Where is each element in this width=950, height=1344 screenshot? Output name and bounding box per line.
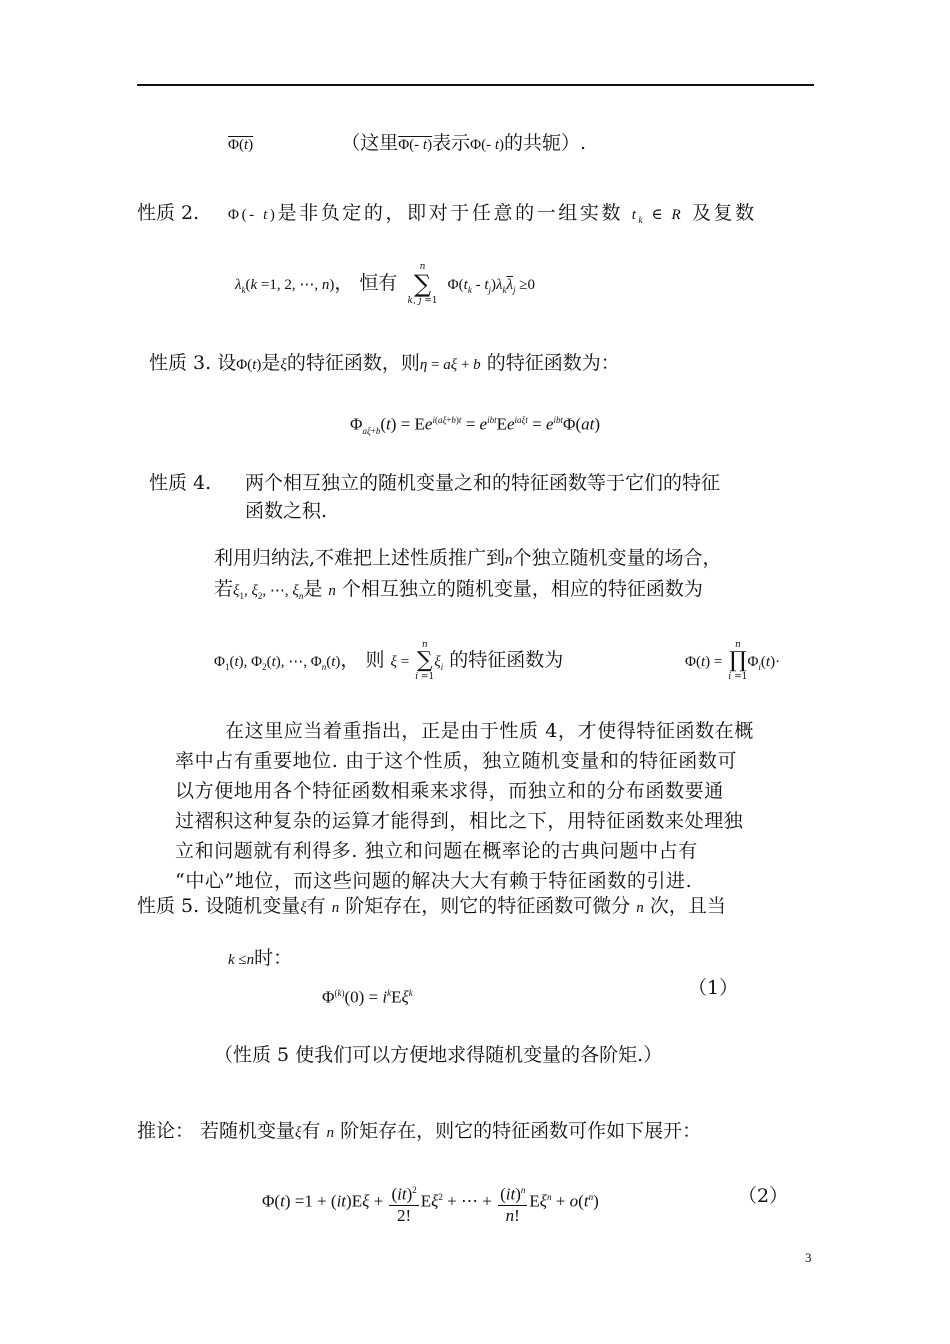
page-number: 3: [805, 1250, 812, 1265]
induction-line2: 若$\xi_1$, $\xi_2$, ⋯, $\xi_n$是 n 个相互独立的随机变量，相应的特征函数为: [214, 578, 703, 601]
prop3-formula: $\Phi_{a\xi+b}(t) = Ee^{i(a\xi+b)t} = e^{ibt}Ee^{ia\xi t} = e^{ibt}\Phi(at)$: [350, 414, 601, 437]
induction-formula-right: Φ(t) = n ∏ $i =1\Phi_i(t)\cdot$: [685, 640, 781, 682]
prop2-formula: $\lambda_k(k =1$, 2, ⋯, n)， 恒有 n ∑ k, j =1 $\Phi(t_k$ ‑ $t_j)\lambda_k\overline{\lambda}_j \ge 0$: [235, 262, 535, 306]
para-line: 过褶积这种复杂的运算才能得到，相比之下，用特征函数来处理独: [175, 810, 744, 832]
induction-line1: 利用归纳法,不难把上述性质推广到n个独立随机变量的场合，: [214, 547, 722, 569]
prop5-condition: k ≤n时：: [228, 947, 293, 969]
prop3: 性质 3. 设Φ(t)是ξ的特征函数，则η = aξ + b 的特征函数为：: [149, 352, 620, 374]
prop5-note: （性质 5 使我们可以方便地求得随机变量的各阶矩.）: [214, 1044, 663, 1066]
para-line: 率中占有重要地位. 由于这个性质，独立随机变量和的特征函数可: [175, 750, 738, 772]
equation-number-2: （2）: [738, 1185, 789, 1207]
para-line: 立和问题就有利得多. 独立和问题在概率论的古典问题中占有: [175, 840, 698, 862]
para-line: 以方便地用各个特征函数相乘来求得，而独立和的分布函数要通: [175, 780, 724, 802]
prop4-line1: 两个相互独立的随机变量之和的特征函数等于它们的特征: [245, 472, 721, 494]
conjugate-line: Φ(t) （这里Φ(‑ t)表示Φ(‑ t)的共轭）.: [228, 132, 587, 154]
header-rule: [137, 84, 814, 86]
para-line: “中心”地位，而这些问题的解决大大有赖于特征函数的引进.: [175, 870, 693, 892]
prop2-label: 性质 2.: [137, 202, 200, 224]
equation-number-1: （1）: [688, 977, 739, 999]
significance-paragraph: [175, 716, 815, 896]
prop5: 性质 5. 设随机变量ξ有 n 阶矩存在，则它的特征函数可微分 n 次，且当: [137, 895, 726, 917]
prop5-formula: $\Phi^{(k)}(0) = i^kE\xi^k$: [322, 987, 413, 1007]
prop2-text: Φ(‑ t)是非负定的，即对于任意的一组实数 $t_k$ ∈ R 及复数: [228, 202, 757, 225]
prop4-line2: 函数之积.: [245, 500, 328, 522]
corollary-formula: Φ(t) =1 + (it)Eξ + $\frac{(it)^2}{2!}$ $E\xi^2$ + ⋯ + $\frac{(it)^n}{n!}$ $E\xi^n + o(t^n)$: [262, 1180, 599, 1226]
para-line: 在这里应当着重指出，正是由于性质 4，才使得特征函数在概: [225, 720, 754, 742]
corollary: 推论： 若随机变量ξ有 n 阶矩存在，则它的特征函数可作如下展开：: [137, 1120, 702, 1142]
induction-formula-left: $\Phi_1(t)$, $\Phi_2(t)$, ⋯, $\Phi_n(t)$， 则 ξ = n ∑ $i =1\xi_i$ 的特征函数为: [214, 640, 564, 682]
prop4-label: 性质 4.: [149, 472, 212, 494]
